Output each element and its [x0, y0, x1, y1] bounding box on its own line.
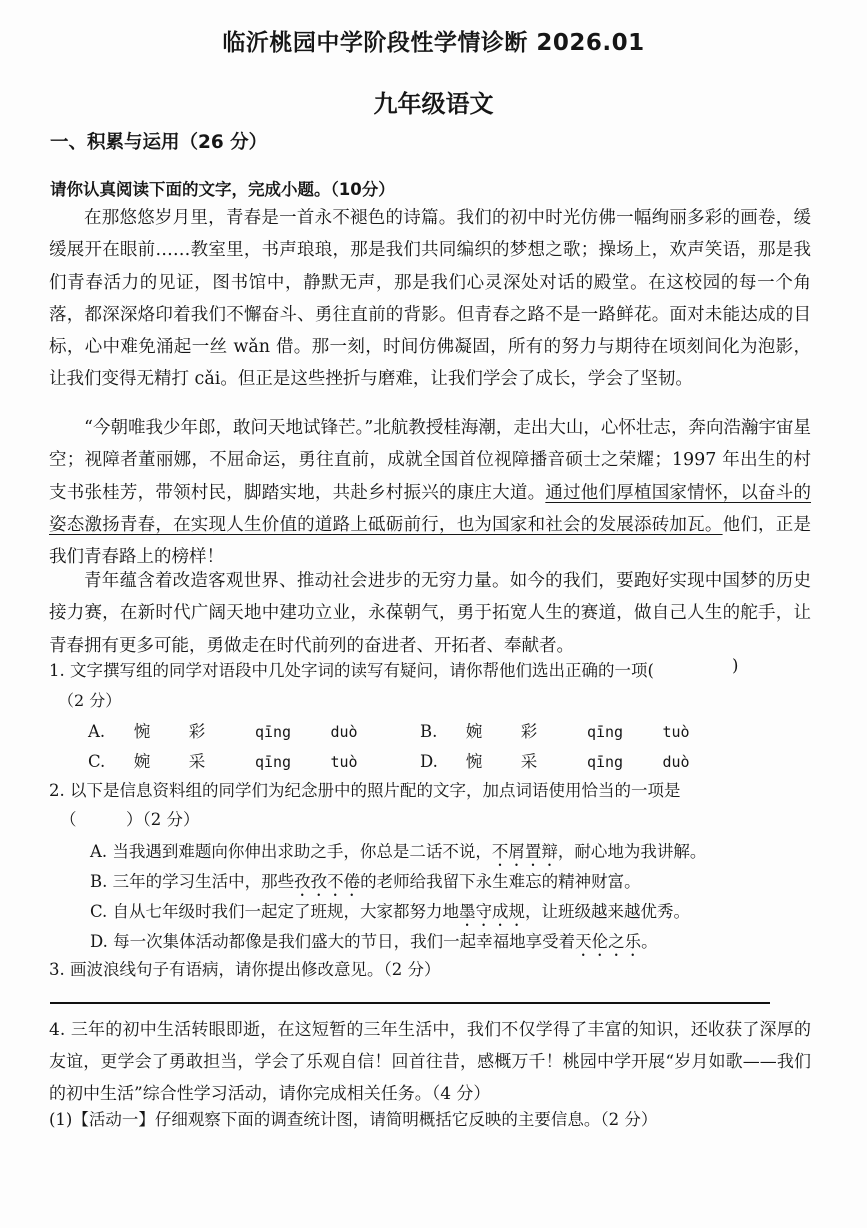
- option-char-2: 彩: [520, 722, 538, 741]
- question-2: 2. 以下是信息资料组的同学们为纪念册中的照片配的文字，加点词语使用恰当的一项是: [49, 781, 681, 800]
- question-2-choice-c: [90, 898, 690, 930]
- option-pinyin-1: qīng: [254, 723, 292, 741]
- option-label: A.: [88, 722, 106, 741]
- section-heading: 一、积累与运用（26 分）: [50, 132, 268, 153]
- passage-paragraph-2: [49, 412, 811, 573]
- dotted-idiom: 天伦之乐: [575, 932, 642, 951]
- option-pinyin-2: tuò: [330, 753, 358, 771]
- question-1-option-b: [420, 718, 706, 742]
- passage-paragraph-3: 青年蕴含着改造客观世界、推动社会进步的无穷力量。如今的我们，要跑好实现中国梦的历史接力赛，在新时代广阔天地中建功立业，永葆朝气，勇于拓宽人生的赛道，做自己人生的舵手，让青春拥有更多可能，勇做走在时代前列的奋进者、开拓者、奉献者。: [49, 571, 811, 656]
- option-char-1: 惋: [133, 722, 151, 741]
- passage-paragraph-2-end: 他们，正是我们青春路上的榜样！: [49, 514, 811, 568]
- question-2-answer-paren: （ ）（2 分）: [60, 810, 200, 829]
- option-label: D.: [420, 752, 438, 771]
- question-1: 1. 文字撰写组的同学对语段中几处字词的读写有疑问，请你帮他们选出正确的一项(: [49, 661, 654, 680]
- option-pinyin-2: duò: [662, 753, 690, 771]
- dotted-idiom: 墨守成规: [459, 902, 526, 921]
- choice-text: D. 每一次集体活动都像是我们盛大的节日，我们一起幸福地享受着: [90, 932, 576, 951]
- wavy-underlined-sentence: 通过他们厚植国家情怀，以奋斗的姿态激扬青春，在实现人生价值的道路上砥砺前行，也为国家和社会的发展添砖加瓦。: [49, 482, 812, 535]
- choice-text: C. 自从七年级时我们一起定了班规，大家都努力地: [90, 902, 460, 921]
- option-char-2: 采: [188, 752, 206, 771]
- option-pinyin-2: duò: [330, 723, 358, 741]
- question-1-answer-paren: ): [732, 656, 739, 675]
- choice-text: B. 三年的学习生活中，那些: [90, 872, 295, 891]
- option-pinyin-2: tuò: [662, 723, 690, 741]
- option-pinyin-1: qīng: [586, 753, 624, 771]
- option-char-1: 惋: [465, 752, 483, 771]
- question-1-option-c: [88, 748, 374, 772]
- question-3: 3. 画波浪线句子有语病，请你提出修改意见。（2 分）: [49, 960, 441, 979]
- option-char-1: 婉: [133, 752, 151, 771]
- dotted-idiom: 不屑置辩: [491, 842, 558, 861]
- option-char-1: 婉: [465, 722, 483, 741]
- question-2-choice-b: [90, 868, 641, 900]
- choice-text: A. 当我遇到难题向你伸出求助之手，你总是二话不说，: [90, 842, 492, 861]
- question-1-option-d: [420, 748, 706, 772]
- question-1-score: （2 分）: [58, 691, 122, 710]
- passage-paragraph-2-text: “今朝唯我少年郎，敢问天地试锋芒。”北航教授桂海潮，走出大山，心怀壮志，奔向浩瀚宇宙星空；视障者董丽娜，不屈命运，勇往直前，成就全国首位视障播音硕士之荣耀；1997 年出生的村支书张桂芳，带领村民，脚踏实地，共赴乡村振兴的康庄大道。: [49, 418, 811, 503]
- option-pinyin-1: qīng: [586, 723, 624, 741]
- option-pinyin-1: qīng: [254, 753, 292, 771]
- exam-title: 临沂桃园中学阶段性学情诊断 2026.01: [222, 30, 645, 56]
- option-char-2: 彩: [188, 722, 206, 741]
- passage-paragraph-1: 在那悠悠岁月里，青春是一首永不褪色的诗篇。我们的初中时光仿佛一幅绚丽多彩的画卷，缓缓展开在眼前……教室里，书声琅琅，那是我们共同编织的梦想之歌；操场上，欢声笑语，那是我们青春活力的见证，图书馆中，静默无声，那是我们心灵深处对话的殿堂。在这校园的每一个角落，都深深烙印着我们不懈奋斗、勇往直前的背影。但青春之路不是一路鲜花。面对未能达成的目标，心中难免涌起一丝 wǎn 借。那一刻，时间仿佛凝固，所有的努力与期待在顷刻间化为泡影，让我们变得无精打 cǎi。但正是这些挫折与磨难，让我们学会了成长，学会了坚韧。: [49, 208, 811, 390]
- question-4-activity-1: (1)【活动一】仔细观察下面的调查统计图，请简明概括它反映的主要信息。（2 分）: [49, 1110, 658, 1129]
- question-1-option-a: [88, 718, 374, 742]
- question-4: 4. 三年的初中生活转眼即逝，在这短暂的三年生活中，我们不仅学得了丰富的知识，还收获了深厚的友谊，更学会了勇敢担当，学会了乐观自信！回首往昔，感概万千！桃园中学开展“岁月如歌——我们的初中生活”综合性学习活动，请你完成相关任务。（4 分）: [49, 1020, 811, 1104]
- choice-text-end: 的老师给我留下永生难忘的精神财富。: [360, 872, 641, 891]
- choice-text-end: ，让班级越来越优秀。: [525, 902, 691, 921]
- answer-line: [50, 1002, 770, 1004]
- choice-text-end: 。: [641, 932, 658, 951]
- dotted-idiom: 孜孜不倦: [294, 872, 361, 891]
- choice-text-end: ，耐心地为我讲解。: [557, 842, 707, 861]
- option-label: B.: [420, 722, 438, 741]
- option-label: C.: [88, 752, 106, 771]
- option-char-2: 采: [520, 752, 538, 771]
- section-intro: 请你认真阅读下面的文字，完成小题。（10分）: [50, 180, 395, 199]
- exam-subtitle: 九年级语文: [373, 90, 494, 118]
- question-2-choice-a: [90, 838, 706, 870]
